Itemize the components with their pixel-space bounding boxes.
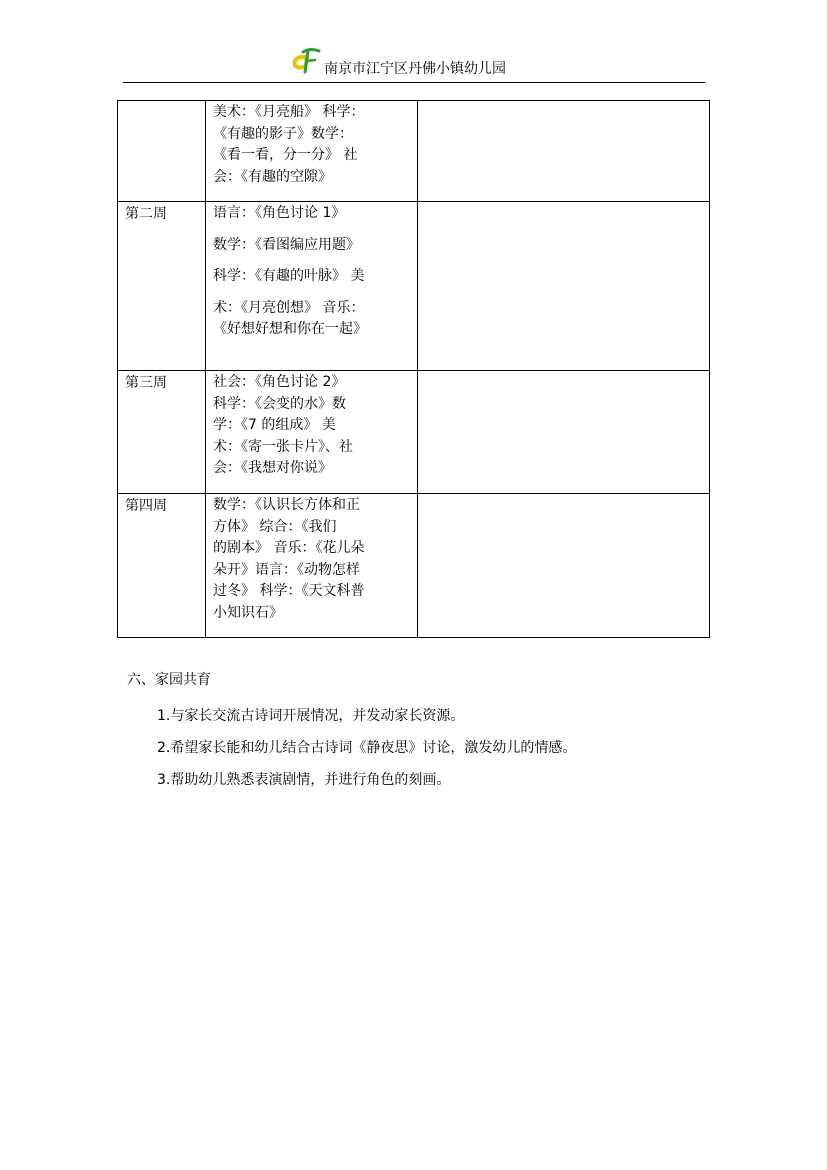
header-divider bbox=[123, 82, 705, 83]
activity-line: 《有趣的影子》数学： bbox=[213, 125, 353, 142]
activity-line: 科学：《会变的水》数 bbox=[213, 395, 346, 412]
activity-line: 社会：《角色讨论 2》 bbox=[213, 374, 346, 390]
family-item: 1.与家长交流古诗词开展情况，并发动家长资源。 bbox=[157, 708, 465, 724]
activity-line: 学：《7 的组成》 美 bbox=[213, 417, 336, 433]
table-row bbox=[118, 371, 710, 494]
school-name: 南京市江宁区丹佛小镇幼儿园 bbox=[324, 61, 506, 77]
activity-cell bbox=[206, 202, 418, 371]
table-row bbox=[118, 202, 710, 371]
activity-cell bbox=[206, 494, 418, 638]
activity-line: 会：《我想对你说》 bbox=[213, 460, 332, 476]
activity-line: 美术：《月亮船》 科学： bbox=[213, 104, 365, 120]
week-label: 第三周 bbox=[125, 375, 167, 391]
activity-line: 小知识石》 bbox=[213, 604, 283, 621]
weekly-plan-table bbox=[117, 100, 710, 638]
activity-line: 数学：《认识长方体和正 bbox=[213, 497, 360, 513]
activity-line: 方体》 综合：《我们 bbox=[213, 518, 337, 535]
activity-line: 过冬》 科学：《天文科普 bbox=[213, 583, 365, 599]
activity-line: 的剧本》 音乐：《花儿朵 bbox=[213, 540, 365, 556]
notes-cell bbox=[418, 202, 710, 371]
page-header bbox=[123, 46, 705, 82]
notes-cell bbox=[418, 101, 710, 202]
section-title-family: 六、家园共育 bbox=[127, 672, 211, 688]
week-label bbox=[118, 101, 205, 103]
activity-cell bbox=[206, 371, 418, 494]
week-label: 第二周 bbox=[125, 206, 167, 222]
school-logo-icon bbox=[289, 47, 321, 77]
week-cell bbox=[118, 101, 206, 202]
activity-line: 《看一看，分一分》 社 bbox=[213, 147, 358, 163]
weekly-plan-body bbox=[118, 101, 710, 638]
week-cell bbox=[118, 202, 206, 371]
notes-cell bbox=[418, 371, 710, 494]
activity-cell bbox=[206, 101, 418, 202]
table-row bbox=[118, 101, 710, 202]
logo-bar-green bbox=[303, 50, 319, 52]
activity-line: 科学：《有趣的叶脉》 美 bbox=[213, 268, 365, 284]
week-cell bbox=[118, 371, 206, 494]
family-item: 2.希望家长能和幼儿结合古诗词《静夜思》讨论，激发幼儿的情感。 bbox=[157, 740, 577, 756]
notes-cell bbox=[418, 494, 710, 638]
activity-line: 术：《月亮创想》 音乐： bbox=[213, 299, 365, 316]
logo-cross-green bbox=[306, 60, 315, 61]
activity-line: 朵开》语言：《动物怎样 bbox=[213, 561, 360, 578]
family-item: 3.帮助幼儿熟悉表演剧情，并进行角色的刻画。 bbox=[157, 772, 451, 788]
activity-line: 数学：《看图编应用题》 bbox=[213, 236, 360, 253]
activity-line: 语言：《角色讨论 1》 bbox=[213, 205, 346, 221]
activity-line: 术：《寄一张卡片》、社 bbox=[213, 438, 353, 455]
activity-line: 《好想好想和你在一起》 bbox=[213, 321, 367, 337]
activity-line: 会：《有趣的空隙》 bbox=[213, 168, 332, 185]
week-cell bbox=[118, 494, 206, 638]
family-cooperation-list bbox=[157, 700, 576, 796]
table-row bbox=[118, 494, 710, 638]
week-label: 第四周 bbox=[125, 498, 167, 514]
